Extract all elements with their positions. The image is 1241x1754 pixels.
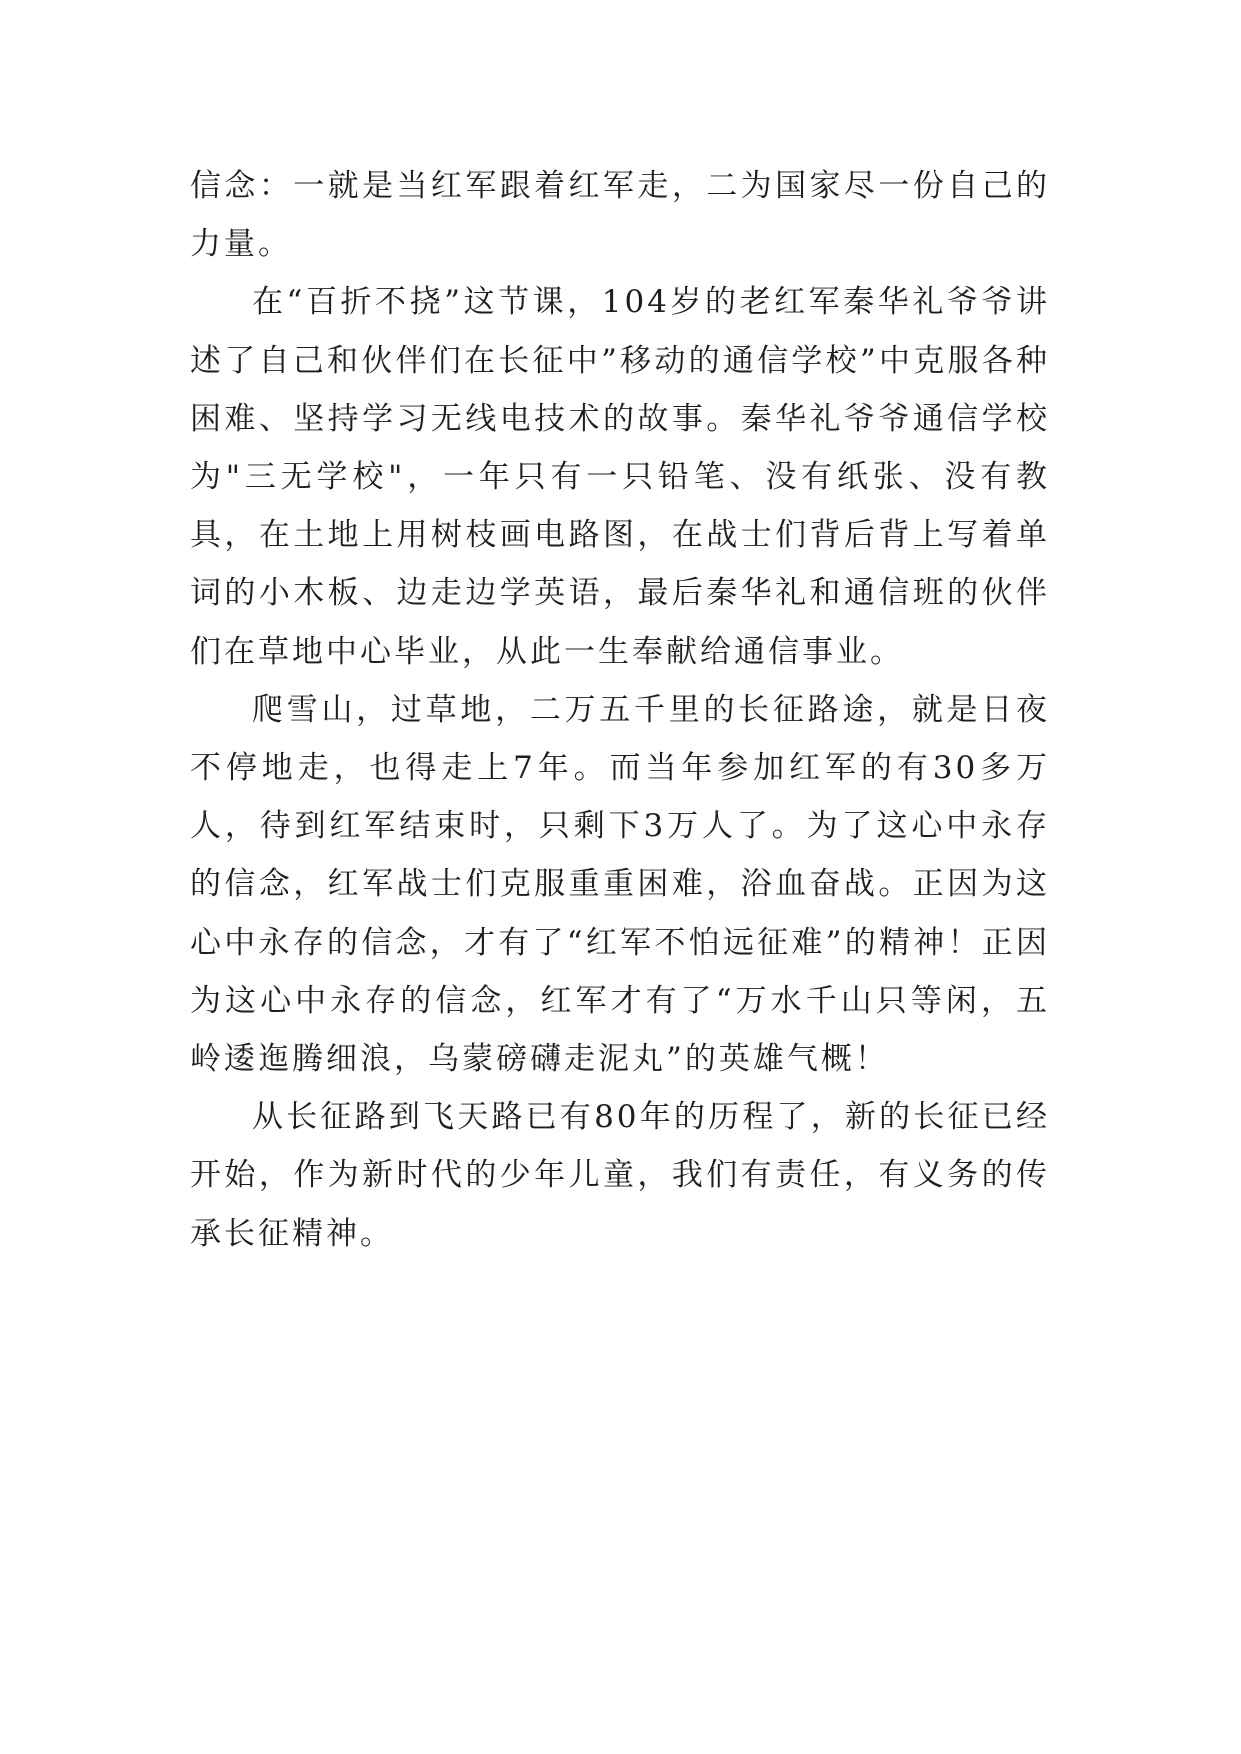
paragraph-3: 爬雪山，过草地，二万五千里的长征路途，就是日夜不停地走，也得走上7年。而当年参加红军的有30多万人，待到红军结束时，只剩下3万人了。为了这心中永存的信念，红军战士们克服重重困难，浴血奋战。正因为这心中永存的信念，才有了“红军不怕远征难”的精神！正因为这心中永存的信念，红军才有了“万水千山只等闲，五岭逶迤腾细浪，乌蒙磅礴走泥丸”的英雄气概！ [190,691,1050,1078]
paragraph-1: 信念：一就是当红军跟着红军走，二为国家尽一份自己的力量。 [190,168,1050,263]
paragraph-2: 在“百折不挠”这节课，104岁的老红军秦华礼爷爷讲述了自己和伙伴们在长征中”移动的通信学校”中克服各种困难、坚持学习无线电技术的故事。秦华礼爷爷通信学校为"三无学校"，一年只有一只铅笔、没有纸张、没有教具，在土地上用树枝画电路图，在战士们背后背上写着单词的小木板、边走边学英语，最后秦华礼和通信班的伙伴们在草地中心毕业，从此一生奉献给通信事业。 [190,284,1050,670]
document-body [190,157,1050,1263]
paragraph-4: 从长征路到飞天路已有80年的历程了，新的长征已经开始，作为新时代的少年儿童，我们有责任，有义务的传承长征精神。 [190,1099,1050,1252]
